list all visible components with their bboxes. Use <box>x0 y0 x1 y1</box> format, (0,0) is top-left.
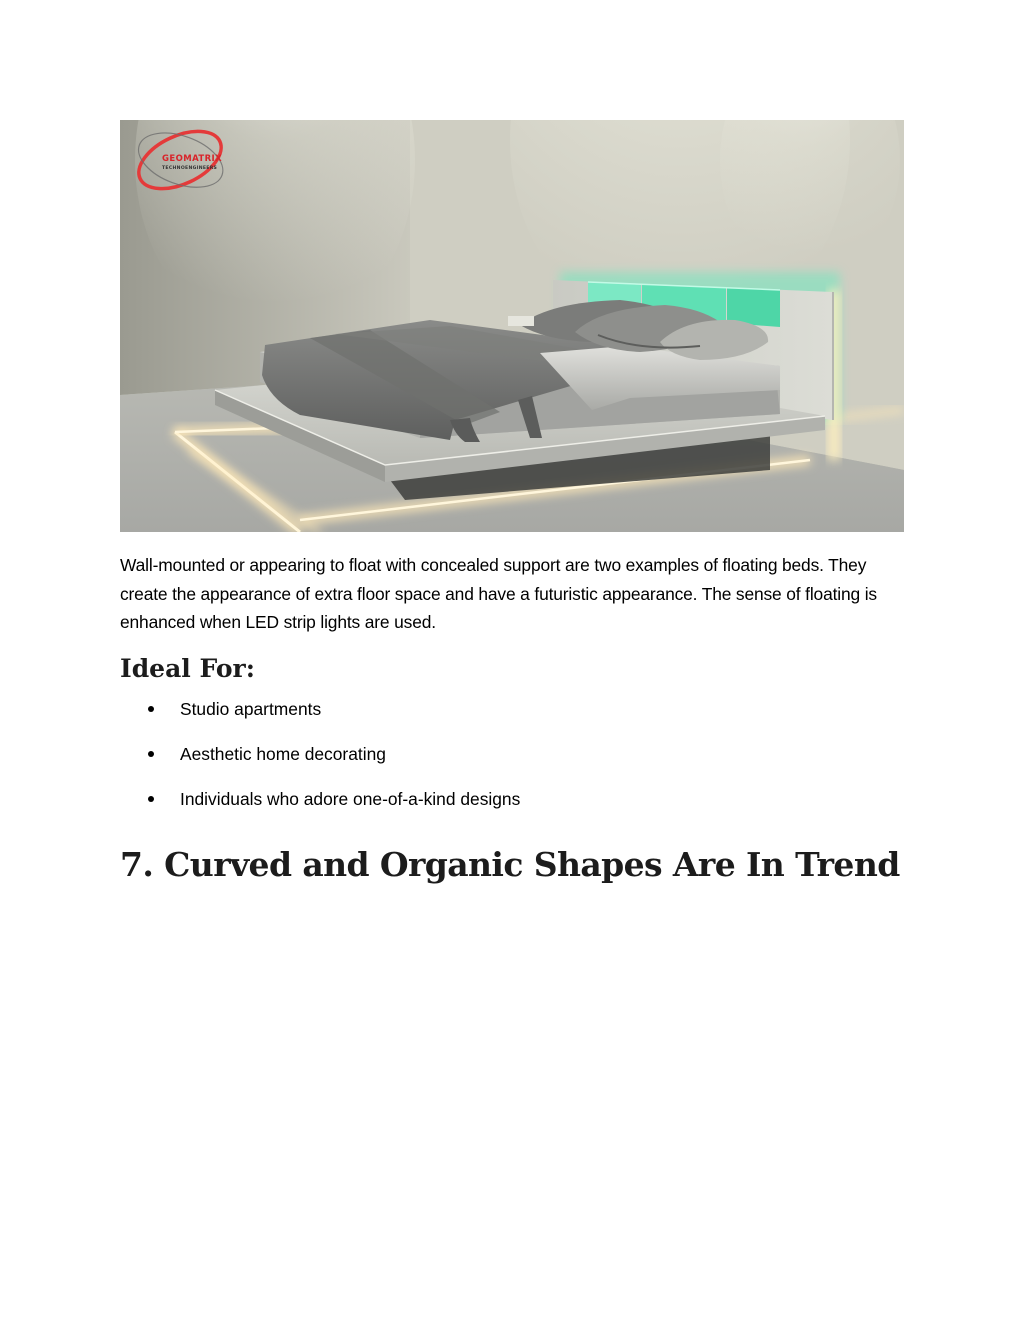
list-item <box>120 740 820 785</box>
floating-bed-illustration <box>120 120 904 532</box>
svg-text:GEOMATRIX: GEOMATRIX <box>162 154 223 164</box>
list-item <box>120 785 820 830</box>
list-item-text: Aesthetic home decorating <box>180 744 386 764</box>
intro-paragraph: Wall-mounted or appearing to float with concealed support are two examples of floating beds. They create the appearance of extra floor space and have a futuristic appearance. The sense of floating is enhanced when LED strip lights are used. <box>120 555 877 632</box>
svg-text:TECHNOENGINEERS: TECHNOENGINEERS <box>162 166 218 171</box>
bullet-icon <box>148 706 154 712</box>
bullet-icon <box>148 751 154 757</box>
section-heading: 7. Curved and Organic Shapes Are In Trend <box>120 845 900 884</box>
floating-bed-photo <box>120 120 904 532</box>
ideal-for-list <box>120 695 820 830</box>
list-item-text: Studio apartments <box>180 699 322 719</box>
list-item <box>120 695 820 740</box>
list-item-text: Individuals who adore one-of-a-kind designs <box>180 789 521 809</box>
bullet-icon <box>148 796 154 802</box>
ideal-for-heading: Ideal For: <box>120 654 255 683</box>
